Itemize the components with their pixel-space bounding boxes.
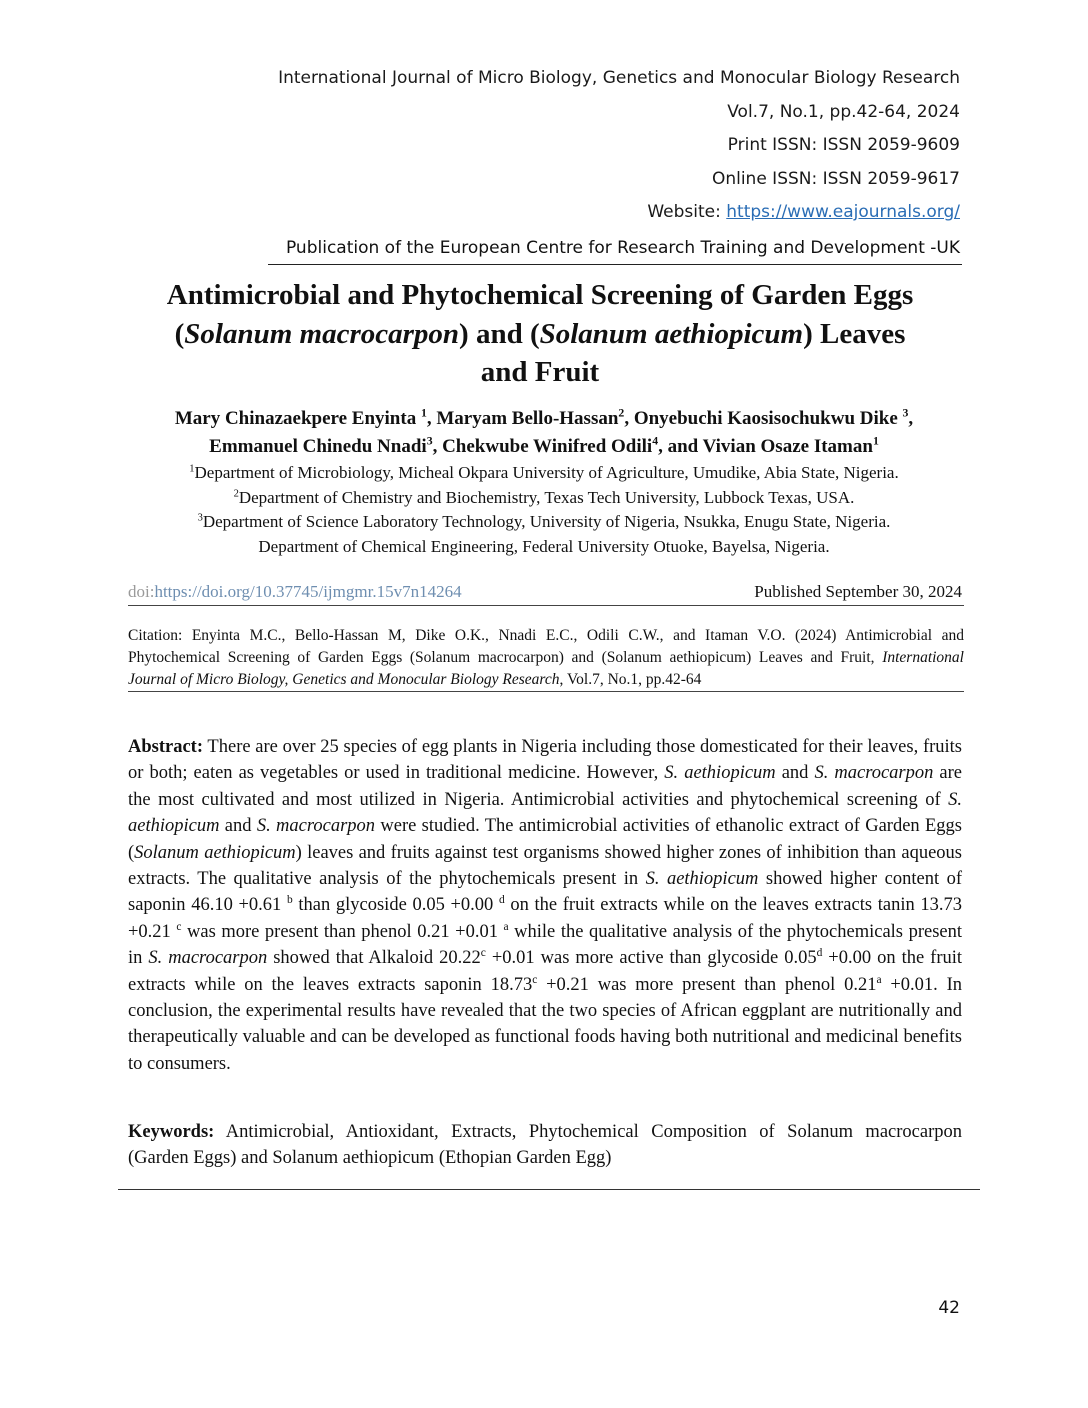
website-line — [0, 196, 960, 230]
header-divider — [268, 264, 962, 265]
significance-mark: c — [176, 920, 182, 933]
affiliation-mark: 4 — [652, 434, 659, 448]
doi-link[interactable] — [128, 582, 462, 602]
species-name: S. macrocarpon — [148, 948, 268, 969]
significance-mark: b — [286, 894, 293, 907]
abstract-text: +0.01. In conclusion, the experimental results have revealed that the two species of African eggplant are nutritionally and therapeutically valuable and can be developed as functional foods having both nutritional and medicinal benefits to consumers. — [128, 974, 962, 1074]
affiliation-mark: 1 — [189, 463, 195, 475]
affiliation-mark: 3 — [197, 512, 203, 524]
abstract-text: ) leaves and fruits against test organisms showed higher zones of inhibition than aqueous extracts. The qualitative analysis of the phytochemicals present in — [128, 842, 962, 890]
website-label: Website: — [647, 202, 727, 222]
author-line-2 — [80, 433, 1008, 461]
abstract-text: showed higher content of saponin 46.10 +0.61 — [128, 869, 962, 916]
author-name: , Chekwube Winifred Odili — [432, 436, 653, 457]
author-name: Mary Chinazaekpere Enyinta — [174, 408, 421, 429]
author-name: , and Vivian Osaze Itaman — [658, 436, 873, 457]
author-list — [80, 405, 1008, 461]
affiliation-mark: 2 — [233, 487, 239, 499]
significance-mark: c — [532, 973, 538, 986]
affiliation-2 — [80, 486, 1008, 511]
keywords — [128, 1119, 962, 1172]
citation-journal: International Journal of Micro Biology, Genetics and Monocular Biology Research — [128, 649, 964, 688]
species-name: S. aethiopicum — [645, 869, 759, 890]
affiliation-mark: 3 — [426, 434, 433, 448]
significance-mark: d — [498, 894, 505, 907]
keywords-label: Keywords: — [128, 1122, 215, 1142]
species-name: Solanum macrocarpon — [184, 317, 460, 350]
affiliation-1 — [80, 461, 1008, 486]
abstract-text: +0.01 was more active than glycoside 0.05 — [485, 948, 817, 969]
title-line-2 — [100, 315, 980, 354]
doi-row — [128, 582, 962, 606]
citation-tail: , Vol.7, No.1, pp.42-64 — [559, 671, 702, 688]
abstract-text: showed that Alkaloid 20.22 — [267, 948, 481, 969]
journal-name: International Journal of Micro Biology, Genetics and Monocular Biology Research — [278, 68, 960, 88]
abstract-text: while the qualitative analysis of the phytochemicals present in — [128, 921, 962, 969]
affiliation-4: Department of Chemical Engineering, Federal University Otuoke, Bayelsa, Nigeria. — [258, 536, 830, 556]
title-line-1: Antimicrobial and Phytochemical Screening of Garden Eggs — [166, 279, 914, 311]
paper-title — [100, 276, 980, 392]
title-part: ( — [174, 317, 185, 350]
author-separator: , — [908, 408, 914, 429]
abstract-label: Abstract: — [128, 737, 204, 757]
website-link[interactable]: https://www.eajournals.org/ — [726, 202, 960, 222]
species-name: Solanum aethiopicum — [134, 842, 296, 863]
title-part: ) and ( — [459, 317, 540, 350]
abstract — [128, 734, 962, 1077]
affiliation-text: Department of Science Laboratory Technology, University of Nigeria, Nsukka, Enugu State, Nigeria. — [202, 512, 891, 531]
keywords-text: Antimicrobial, Antioxidant, Extracts, Phytochemical Composition of Solanum macrocarpon (Garden Eggs) and Solanum aethiopicum (Ethopian Garden Egg) — [128, 1122, 962, 1169]
significance-mark: d — [816, 947, 823, 960]
abstract-text: and — [775, 763, 815, 784]
abstract-text: are the most cultivated and most utilized in Nigeria. Antimicrobial activities and phytochemical screening of — [128, 763, 962, 810]
affiliation-mark: 1 — [420, 406, 427, 420]
author-name: Emmanuel Chinedu Nnadi — [209, 436, 427, 457]
abstract-text: on the fruit extracts while on the leaves extracts tanin 13.73 +0.21 — [128, 895, 963, 942]
species-name: S. macrocarpon — [256, 816, 376, 837]
print-issn: Print ISSN: ISSN 2059-9609 — [727, 135, 960, 155]
title-part: ) Leaves — [803, 317, 906, 350]
author-name: , Onyebuchi Kaosisochukwu Dike — [624, 408, 903, 429]
citation-divider — [128, 691, 964, 692]
author-name: , Maryam Bello-Hassan — [426, 408, 619, 429]
citation-text: Citation: Enyinta M.C., Bello-Hassan M, Dike O.K., Nnadi E.C., Odili C.W., and Itaman V.O. (2024) Antimicrobial and Phytochemical Screening of Garden Eggs (Solanum macrocarpon) and (Solanum aethiopicum) Leaves and Fruit, — [128, 627, 964, 666]
author-line-1 — [80, 405, 1008, 433]
journal-volume: Vol.7, No.1, pp.42-64, 2024 — [727, 101, 960, 122]
affiliation-text: Department of Microbiology, Micheal Okpara University of Agriculture, Umudike, Abia State, Nigeria. — [194, 463, 899, 482]
species-name: Solanum aethiopicum — [539, 317, 804, 350]
journal-header — [0, 62, 960, 230]
citation — [128, 625, 964, 691]
abstract-text: There are over 25 species of egg plants in Nigeria including those domesticated for their leaves, fruits or both; eaten as vegetables or used in traditional medicine. However, — [128, 737, 962, 784]
affiliation-list — [80, 461, 1008, 559]
significance-mark: a — [876, 973, 882, 986]
abstract-text: was more present than phenol 0.21 +0.01 — [181, 921, 504, 942]
affiliation-mark: 1 — [872, 434, 879, 448]
abstract-text: than glycoside 0.05 +0.00 — [292, 895, 499, 916]
significance-mark: c — [480, 947, 486, 960]
published-date: Published September 30, 2024 — [754, 582, 962, 601]
page-number: 42 — [938, 1298, 960, 1318]
significance-mark: a — [503, 920, 509, 933]
affiliation-mark: 3 — [902, 406, 909, 420]
abstract-text: were studied. The antimicrobial activities of ethanolic extract of Garden Eggs ( — [128, 816, 963, 863]
affiliation-mark: 2 — [618, 406, 625, 420]
abstract-text: and — [219, 816, 257, 837]
title-line-3: and Fruit — [480, 356, 600, 388]
keywords-divider — [118, 1189, 980, 1190]
affiliation-text: Department of Chemistry and Biochemistry, Texas Tech University, Lubbock Texas, USA. — [238, 487, 855, 507]
doi-prefix: doi: — [128, 582, 155, 601]
species-name: S. aethiopicum — [664, 763, 776, 784]
online-issn: Online ISSN: ISSN 2059-9617 — [711, 168, 960, 189]
abstract-text: +0.21 was more present than phenol 0.21 — [537, 974, 877, 995]
doi-divider — [128, 605, 964, 606]
species-name: S. macrocarpon — [814, 763, 934, 784]
abstract-text: +0.00 on the fruit extracts while on the leaves extracts saponin 18.73 — [128, 948, 963, 995]
publisher-line: Publication of the European Centre for Research Training and Development -UK — [285, 238, 960, 258]
doi-url[interactable]: https://doi.org/10.37745/ijmgmr.15v7n14264 — [154, 582, 462, 601]
species-name: S. aethiopicum — [128, 789, 962, 837]
affiliation-3 — [80, 510, 1008, 535]
